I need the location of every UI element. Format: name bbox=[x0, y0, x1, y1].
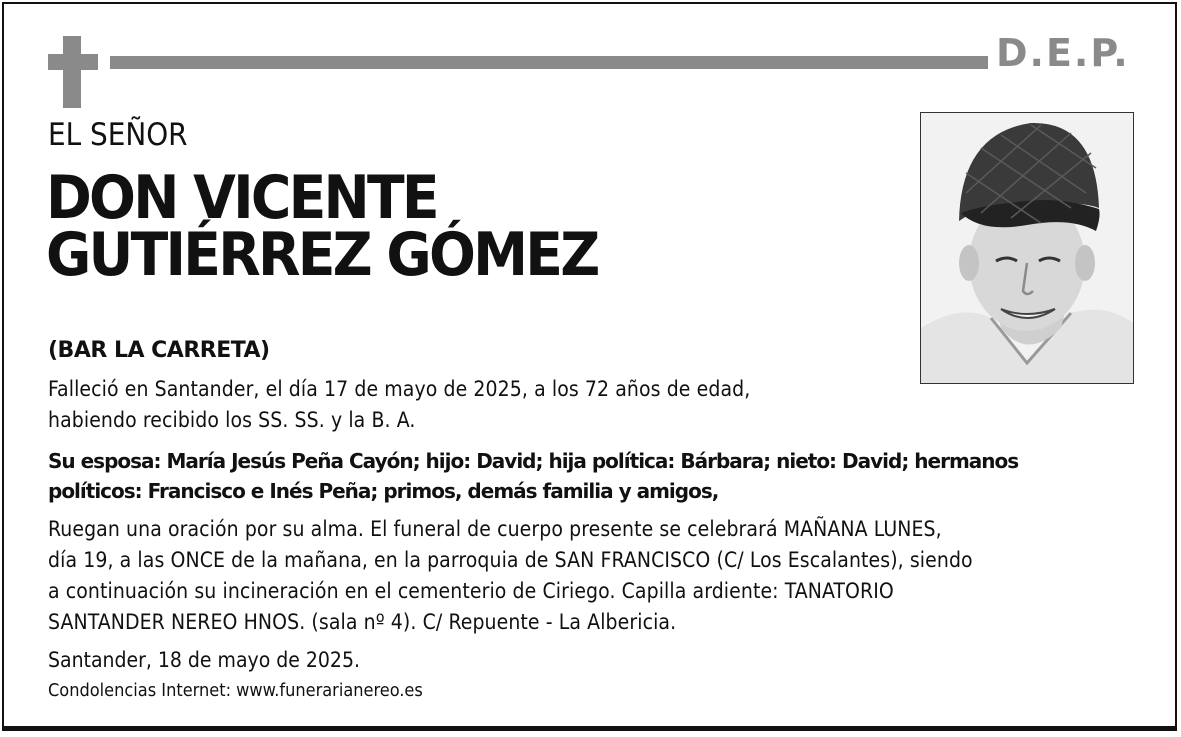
deceased-name bbox=[46, 163, 598, 290]
funeral-line: día 19, a las ONCE de la mañana, en la parroquia de SAN FRANCISCO (C/ Los Escalantes), siendo bbox=[48, 548, 973, 572]
header-rule bbox=[110, 56, 988, 69]
funeral-details bbox=[48, 514, 1118, 638]
condolences-link[interactable]: Condolencias Internet: www.funerarianereo.es bbox=[48, 680, 423, 701]
family-line: Su esposa: María Jesús Peña Cayón; hijo: David; hija política: Bárbara; nieto: David; hermanos bbox=[48, 449, 1019, 473]
death-notice-line: habiendo recibido los SS. SS. y la B. A. bbox=[48, 408, 416, 432]
portrait-photo bbox=[920, 112, 1134, 384]
family-line: políticos: Francisco e Inés Peña; primos, demás familia y amigos, bbox=[48, 479, 719, 503]
dep-label: D.E.P. bbox=[996, 31, 1130, 75]
death-notice-line: Falleció en Santander, el día 17 de mayo de 2025, a los 72 años de edad, bbox=[48, 377, 751, 401]
business-subtitle: (BAR LA CARRETA) bbox=[48, 338, 270, 363]
portrait-illustration bbox=[921, 113, 1133, 383]
latin-cross-icon bbox=[48, 36, 98, 108]
funeral-line: a continuación su incineración en el cementerio de Ciriego. Capilla ardiente: TANATORIO bbox=[48, 579, 894, 603]
family-list bbox=[48, 446, 1108, 506]
name-line-2: GUTIÉRREZ GÓMEZ bbox=[46, 220, 598, 290]
intro-title: EL SEÑOR bbox=[48, 117, 188, 153]
death-notice bbox=[48, 374, 868, 436]
funeral-line: Ruegan una oración por su alma. El funeral de cuerpo presente se celebrará MAÑANA LUNES, bbox=[48, 517, 942, 541]
funeral-line: SANTANDER NEREO HNOS. (sala nº 4). C/ Repuente - La Albericia. bbox=[48, 610, 677, 634]
place-date: Santander, 18 de mayo de 2025. bbox=[48, 648, 360, 672]
name-line-1: DON VICENTE bbox=[46, 163, 437, 233]
